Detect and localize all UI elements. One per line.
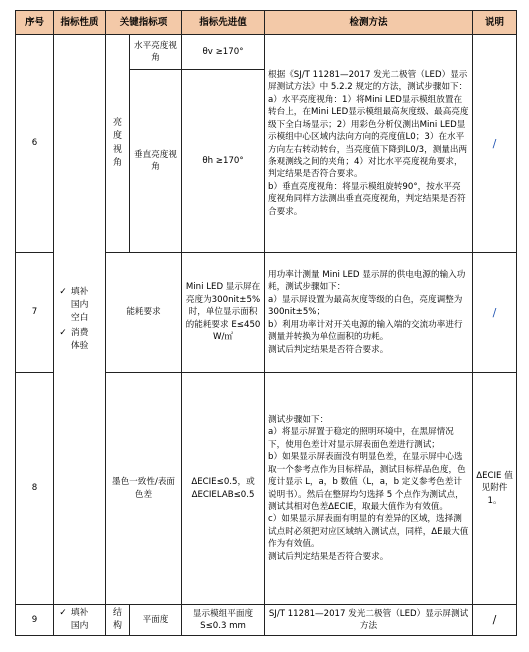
row-number: 8 bbox=[16, 373, 54, 605]
method-cell bbox=[265, 373, 473, 605]
method-cell: SJ/T 11281—2017 发光二极管（LED）显示屏测试方法 bbox=[265, 605, 473, 636]
method-cell bbox=[265, 253, 473, 373]
header-key: 关键指标项 bbox=[106, 11, 182, 35]
nature-check-1 bbox=[58, 286, 101, 324]
method-para: a）显示屏设置为最高灰度等级的白色，亮度调整为300nit±5%； bbox=[268, 294, 463, 318]
method-cell bbox=[265, 35, 473, 253]
nature-cell bbox=[54, 605, 106, 636]
value-cell: ΔECIE≤0.5，或ΔECIELAB≤0.5 bbox=[182, 373, 265, 605]
value-vertical: θh ≥170° bbox=[182, 70, 265, 253]
note-cell bbox=[473, 605, 517, 636]
method-para: a）将显示屏置于稳定的照明环境中，在黑屏情况下，使用色差计对显示屏表面色差进行测试； bbox=[268, 427, 454, 450]
check-icon: ✓ bbox=[59, 287, 67, 298]
note-text: / bbox=[492, 613, 497, 627]
key-group-cell bbox=[106, 35, 130, 253]
header-row bbox=[16, 11, 517, 35]
method-para: a）水平亮度视角：1）将Mini LED显示模组放置在转台上，在Mini LED显示模组最高灰度级、最高亮度级下全白场显示；2）用彩色分析仪测出Mini LED显示模组中心区域内法向方向的亮度值L0；3）在水平方向左右转动转台，当亮度值下降到L0/3，测量出两条观测线之间的夹角；4）对比水平亮度视角要求，判定结果是否符合要求。 bbox=[268, 94, 469, 180]
nature-label: 填补国内 bbox=[70, 608, 89, 631]
header-note: 说明 bbox=[473, 11, 517, 35]
method-para: 测试步骤如下： bbox=[268, 414, 329, 425]
header-method: 检测方法 bbox=[265, 11, 473, 35]
key-group-label: 结构 bbox=[113, 607, 123, 631]
note-text: / bbox=[492, 305, 497, 319]
method-para: c）如果显示屏表面有明显的有差异的区域，选择测试点时必须把对应区域纳入测试点，同样，ΔE最大值作为有效值。 bbox=[268, 514, 469, 550]
nature-label: 填补国内空白 bbox=[70, 287, 89, 323]
value-cell: 显示模组平面度 S≤0.3 mm bbox=[182, 605, 265, 636]
nature-cell bbox=[54, 35, 106, 605]
spec-table bbox=[15, 10, 517, 636]
check-icon: ✓ bbox=[59, 608, 67, 619]
sub-key-horizontal: 水平亮度视角 bbox=[130, 35, 182, 70]
sub-key-vertical: 垂直亮度视角 bbox=[130, 70, 182, 253]
header-no: 序号 bbox=[16, 11, 54, 35]
row-number: 7 bbox=[16, 253, 54, 373]
row-number: 9 bbox=[16, 605, 54, 636]
key-cell: 墨色一致性/表面色差 bbox=[106, 373, 182, 605]
note-cell bbox=[473, 35, 517, 253]
note-text: / bbox=[492, 136, 497, 150]
header-nature: 指标性质 bbox=[54, 11, 106, 35]
value-horizontal: θv ≥170° bbox=[182, 35, 265, 70]
method-para: 测试后判定结果是否符合要求。 bbox=[268, 551, 389, 562]
key-cell: 平面度 bbox=[130, 605, 182, 636]
key-cell: 能耗要求 bbox=[106, 253, 182, 373]
method-para: 用功率计测量 Mini LED 显示屏的供电电源的输入功耗，测试步骤如下： bbox=[268, 269, 466, 293]
method-para: b）利用功率计对开关电源的输入端的交流功率进行测量并转换为单位面积的功耗。 bbox=[268, 319, 463, 343]
check-icon: ✓ bbox=[59, 328, 67, 339]
method-para: 测试后判定结果是否符合要求。 bbox=[268, 344, 389, 355]
method-para: b）垂直亮度视角：将显示模组旋转90°，按水平亮度视角同样方法测出垂直亮度视角，判定结果是否符合要求。 bbox=[268, 181, 466, 217]
note-cell bbox=[473, 253, 517, 373]
nature-check bbox=[58, 607, 101, 633]
method-para: b）如果显示屏表面没有明显色差，在显示屏中心选取一个参考点作为目标样品，测试目标样品色度，色度计显示 L，a，b 数值（L，a，b 定义参考色差计说明书）。然后在整屏均匀选择 5 个点作为测试点，测试其相对色差ΔECIE，取最大值作为有效值。 bbox=[268, 452, 466, 512]
key-group-cell bbox=[106, 605, 130, 636]
value-cell: Mini LED 显示屏在亮度为300nit±5%时，单位显示面积的能耗要求 E≤450 W/㎡ bbox=[182, 253, 265, 373]
note-cell: ΔECIE 值见附件1。 bbox=[473, 373, 517, 605]
table-row bbox=[16, 605, 517, 636]
method-para: 根据《SJ/T 11281—2017 发光二极管（LED）显示屏测试方法》中 5.2.2 规定的方法，测试步骤如下： bbox=[268, 69, 468, 93]
key-group-label: 亮度视角 bbox=[113, 117, 123, 168]
header-value: 指标先进值 bbox=[182, 11, 265, 35]
nature-check-2 bbox=[58, 327, 101, 353]
table-row bbox=[16, 35, 517, 70]
row-number: 6 bbox=[16, 35, 54, 253]
nature-label: 消费体验 bbox=[70, 328, 89, 352]
